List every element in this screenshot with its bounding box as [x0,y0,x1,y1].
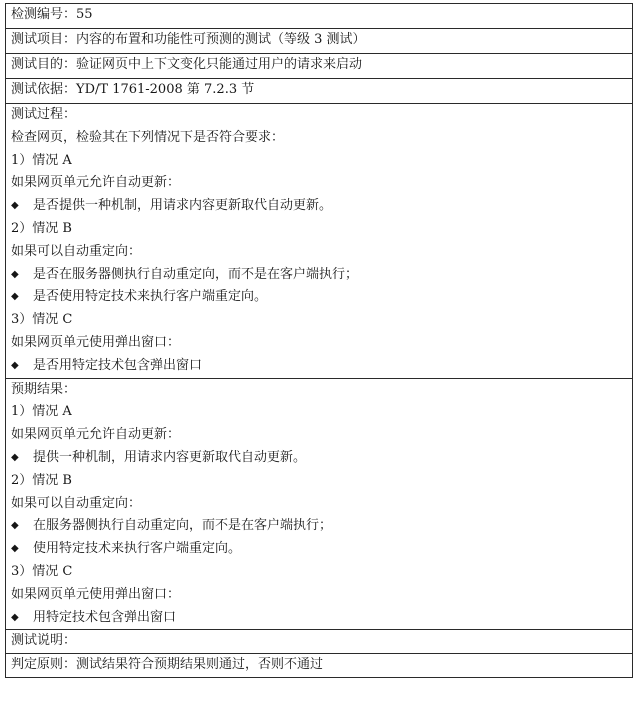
test-purpose: 测试目的：验证网页中上下文变化只能通过用户的请求来启动 [11,57,363,72]
expected-case-c-bullet: ◆ 用特定技术包含弹出窗口 [11,607,632,630]
process-case-b-condition: 如果可以自动重定向： [11,243,142,259]
expected-case-a-heading: 1）情况 A [11,404,72,420]
row-judgement [6,654,633,678]
process-case-b-bullet: ◆ 是否在服务器侧执行自动重定向，而不是在客户端执行； [11,264,632,287]
diamond-bullet-icon: ◆ [11,359,19,371]
notes-title: 测试说明： [11,633,77,649]
expected-case-c-condition: 如果网页单元使用弹出窗口： [11,586,181,602]
row-item [6,29,633,54]
expected-case-b-heading: 2）情况 B [11,472,72,488]
row-id [6,4,633,29]
expected-case-a-condition: 如果网页单元允许自动更新： [11,427,181,443]
process-case-a-condition: 如果网页单元允许自动更新： [11,175,181,191]
row-notes [6,630,633,654]
test-basis: 测试依据：YD/T 1761-2008 第 7.2.3 节 [11,82,255,97]
row-process [6,104,633,379]
row-basis [6,79,633,104]
expected-case-a-bullet: ◆ 提供一种机制，用请求内容更新取代自动更新。 [11,447,632,470]
test-item: 测试项目：内容的布置和功能性可预测的测试（等级 3 测试） [11,32,366,47]
process-intro: 检查网页，检验其在下列情况下是否符合要求： [11,129,285,145]
process-case-c-bullet: ◆ 是否用特定技术包含弹出窗口 [11,355,632,378]
test-spec-table [5,3,633,678]
diamond-bullet-icon: ◆ [11,200,19,212]
row-purpose [6,54,633,79]
row-expected [6,378,633,630]
diamond-bullet-icon: ◆ [11,611,19,623]
expected-case-b-bullet: ◆ 在服务器侧执行自动重定向，而不是在客户端执行； [11,515,632,538]
diamond-bullet-icon: ◆ [11,520,19,532]
process-case-a-bullet: ◆ 是否提供一种机制，用请求内容更新取代自动更新。 [11,195,632,218]
process-case-a-heading: 1）情况 A [11,152,72,168]
diamond-bullet-icon: ◆ [11,451,19,463]
process-title: 测试过程： [11,107,77,122]
process-case-c-heading: 3）情况 C [11,312,73,328]
expected-case-c-heading: 3）情况 C [11,563,73,579]
diamond-bullet-icon: ◆ [11,291,19,303]
expected-title: 预期结果： [11,381,77,397]
process-case-b-bullet: ◆ 是否使用特定技术来执行客户端重定向。 [11,286,632,309]
diamond-bullet-icon: ◆ [11,543,19,555]
test-id: 检测编号：55 [11,7,93,22]
expected-case-b-condition: 如果可以自动重定向： [11,495,142,511]
process-case-c-condition: 如果网页单元使用弹出窗口： [11,334,181,350]
judgement-text: 判定原则：测试结果符合预期结果则通过，否则不通过 [11,657,324,673]
diamond-bullet-icon: ◆ [11,268,19,280]
process-case-b-heading: 2）情况 B [11,220,72,236]
expected-case-b-bullet: ◆ 使用特定技术来执行客户端重定向。 [11,538,632,561]
